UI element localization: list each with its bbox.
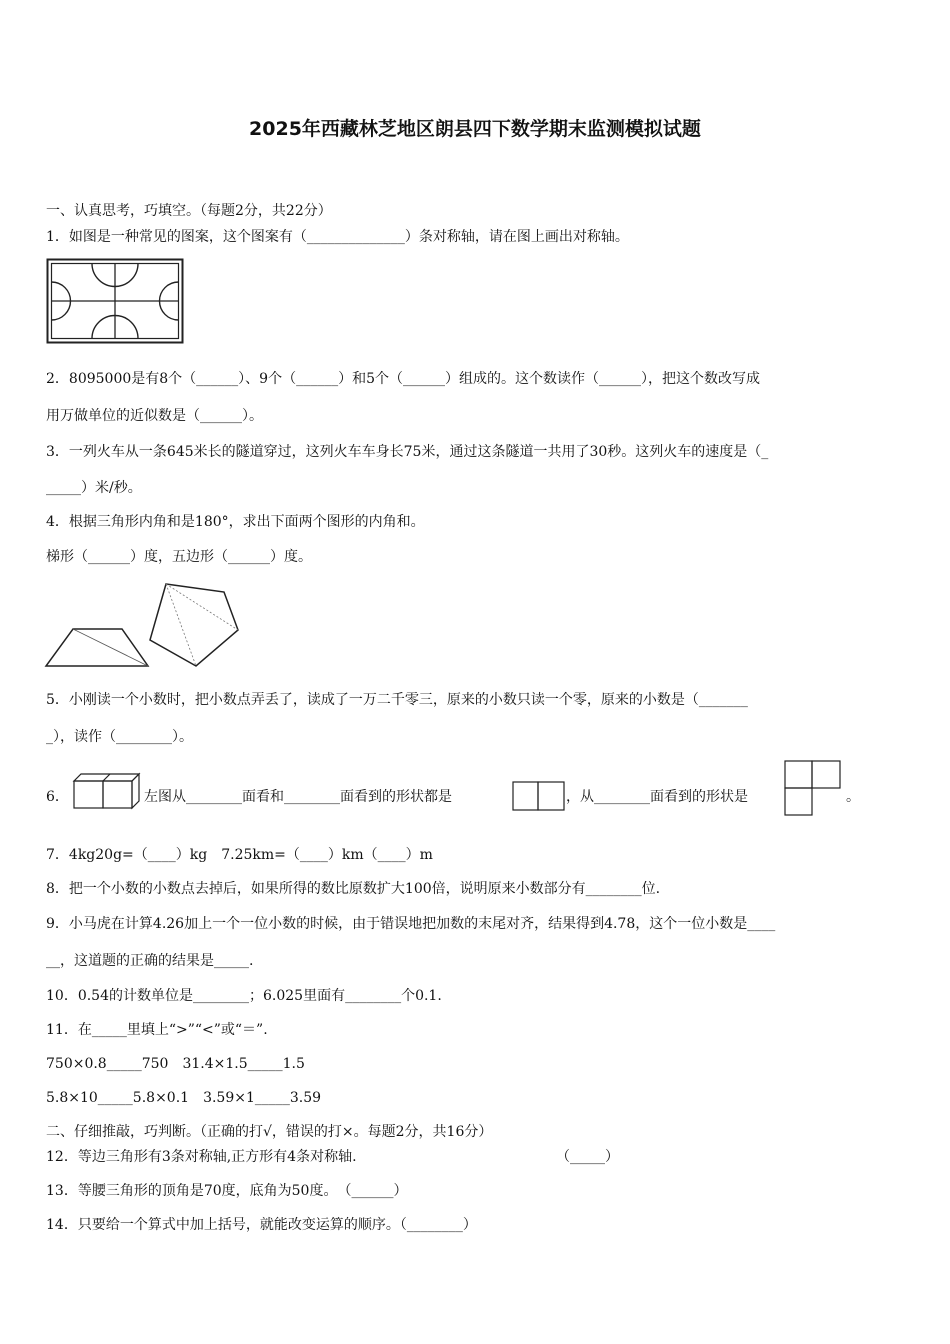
- question-6-text-b: ，从________面看到的形状是: [566, 789, 748, 805]
- question-12: 12．等边三角形有3条对称轴,正方形有4条对称轴.: [46, 1149, 357, 1165]
- section-2-heading: 二、仔细推敲，巧判断。（正确的打√，错误的打×。每题2分，共16分）: [46, 1124, 493, 1140]
- question-6-text-a: 左图从________面看和________面看到的形状都是: [144, 789, 452, 805]
- question-3-line-1: 3．一列火车从一条645米长的隧道穿过，这列火车车身长75米，通过这条隧道一共用了30秒。这列火车的速度是（_: [46, 444, 769, 460]
- pentagon-figure: [146, 576, 242, 670]
- cubes-figure: [72, 772, 144, 810]
- question-5-line-2: _），读作（________）。: [46, 729, 193, 745]
- page-title: 2025年西藏林芝地区朗县四下数学期末监测模拟试题: [249, 118, 701, 140]
- question-11-row-1: 750×0.8_____750 31.4×1.5_____1.5: [46, 1056, 305, 1072]
- question-4-line-2: 梯形（______）度，五边形（______）度。: [46, 549, 312, 565]
- question-2-line-1: 2．8095000是有8个（______）、9个（______）和5个（______）组成的。这个数读作（______），把这个数改写成: [46, 371, 760, 387]
- two-squares-figure: [512, 780, 566, 812]
- question-2-line-2: 用万做单位的近似数是（______）。: [46, 408, 263, 424]
- question-12-answer: （_____）: [556, 1149, 619, 1165]
- question-6-text-c: 。: [846, 789, 860, 805]
- section-1-heading: 一、认真思考，巧填空。（每题2分，共22分）: [46, 203, 332, 219]
- question-10: 10．0.54的计数单位是________；6.025里面有________个0.1.: [46, 988, 442, 1004]
- question-8: 8．把一个小数的小数点去掉后，如果所得的数比原数扩大100倍，说明原来小数部分有________位.: [46, 881, 661, 897]
- question-9-line-2: __，这道题的正确的结果是_____.: [46, 953, 254, 969]
- question-9-line-1: 9．小马虎在计算4.26加上一个一位小数的时候，由于错误地把加数的末尾对齐，结果得到4.78，这个一位小数是____: [46, 916, 776, 932]
- question-3-line-2: _____）米/秒。: [46, 480, 142, 496]
- question-11: 11．在_____里填上“>”“<”或“＝”.: [46, 1022, 268, 1038]
- l-shape-squares-figure: [784, 759, 842, 817]
- trapezoid-figure: [44, 626, 152, 670]
- question-7: 7．4kg20g=（____）kg 7.25km=（____）km（____）m: [46, 847, 433, 863]
- question-14: 14．只要给一个算式中加上括号，就能改变运算的顺序。（________）: [46, 1217, 477, 1233]
- question-6-number: 6．: [46, 789, 69, 805]
- question-13: 13．等腰三角形的顶角是70度，底角为50度。 （______）: [46, 1183, 408, 1199]
- question-11-row-2: 5.8×10_____5.8×0.1 3.59×1_____3.59: [46, 1090, 322, 1106]
- question-5-line-1: 5．小刚读一个小数时，把小数点弄丢了，读成了一万二千零三，原来的小数只读一个零，原来的小数是（_______: [46, 692, 748, 708]
- question-4-line-1: 4．根据三角形内角和是180°，求出下面两个图形的内角和。: [46, 514, 425, 530]
- symmetry-pattern-figure: [46, 258, 184, 344]
- question-1: 1．如图是一种常见的图案，这个图案有（______________）条对称轴，请在图上画出对称轴。: [46, 229, 629, 245]
